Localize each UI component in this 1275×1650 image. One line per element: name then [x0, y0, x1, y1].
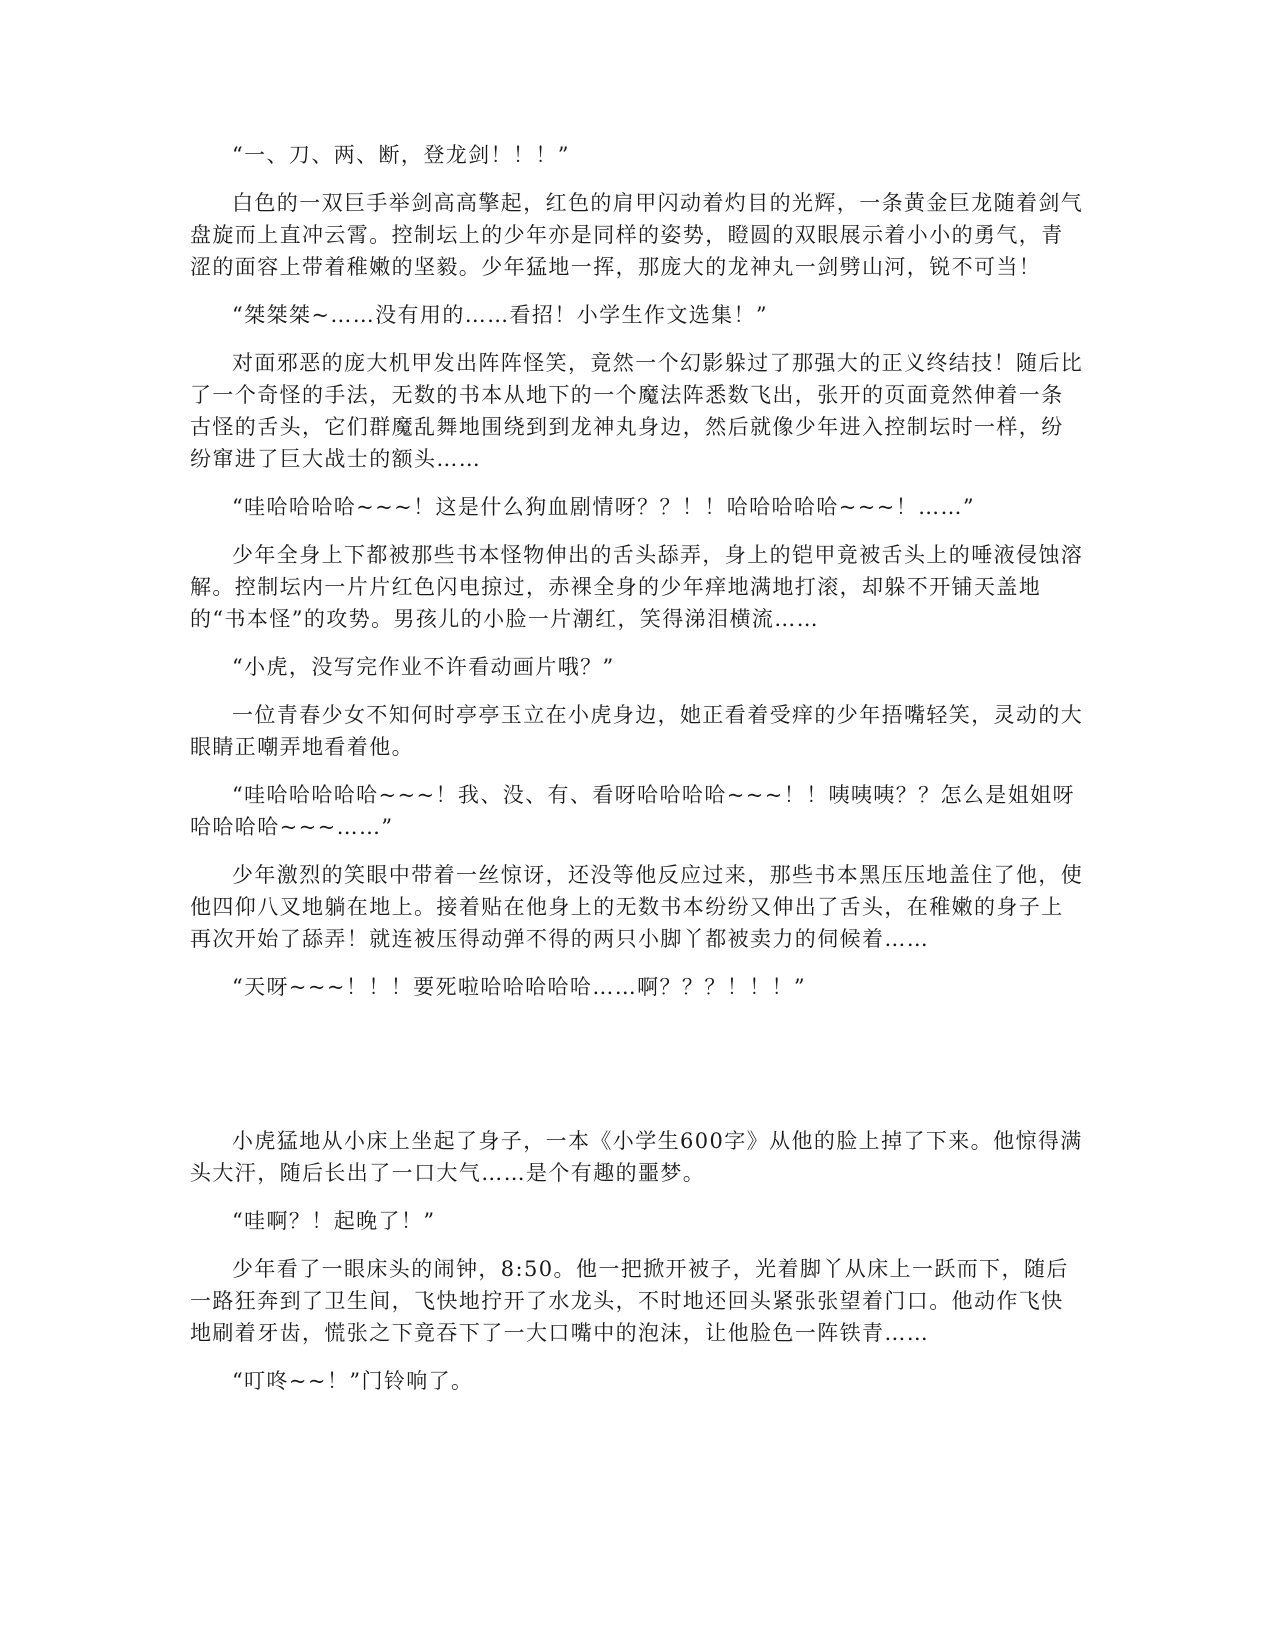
narration-paragraph: 白色的一双巨手举剑高高擎起，红色的肩甲闪动着灼目的光辉，一条黄金巨龙随着剑气盘旋而上直冲云霄。控制坛上的少年亦是同样的姿势，瞪圆的双眼展示着小小的勇气，青涩的面容上带着稚嫩的坚毅。少年猛地一挥，那庞大的龙神丸一剑劈山河，锐不可当！ [190, 191, 1084, 279]
section-dream [190, 139, 1085, 1003]
narration-paragraph: 对面邪恶的庞大机甲发出阵阵怪笑，竟然一个幻影躲过了那强大的正义终结技！随后比了一个奇怪的手法，无数的书本从地下的一个魔法阵悉数飞出，张开的页面竟然伸着一条古怪的舌头，它们群魔乱舞地围绕到到龙神丸身边，然后就像少年进入控制坛时一样，纷纷窜进了巨大战士的额头…… [190, 351, 1084, 471]
dialogue-line: “小虎，没写完作业不许看动画片哦？” [232, 655, 615, 679]
dialogue-line: “天呀~~~！！！要死啦哈哈哈哈哈……啊？？？！！！” [232, 975, 807, 999]
dialogue-line: “哇啊？！起晚了！” [232, 1209, 436, 1233]
dialogue-line: “哇哈哈哈哈~~~！这是什么狗血剧情呀？？！！哈哈哈哈哈~~~！……” [232, 495, 976, 519]
section-waking [190, 1125, 1085, 1397]
narration-paragraph: 一位青春少女不知何时亭亭玉立在小虎身边，她正看着受痒的少年捂嘴轻笑，灵动的大眼睛正嘲弄地看着他。 [190, 703, 1084, 759]
dialogue-line: “哇哈哈哈哈哈~~~！我、没、有、看呀哈哈哈哈~~~！！咦咦咦？？怎么是姐姐呀哈哈哈哈~~~……” [190, 783, 1075, 839]
narration-paragraph: 少年全身上下都被那些书本怪物伸出的舌头舔弄，身上的铠甲竟被舌头上的唾液侵蚀溶解。控制坛内一片片红色闪电掠过，赤裸全身的少年痒地满地打滚，却躲不开铺天盖地的“书本怪”的攻势。男孩儿的小脸一片潮红，笑得涕泪横流…… [190, 543, 1084, 631]
narration-paragraph: 少年激烈的笑眼中带着一丝惊讶，还没等他反应过来，那些书本黑压压地盖住了他，使他四仰八叉地躺在地上。接着贴在他身上的无数书本纷纷又伸出了舌头，在稚嫩的身子上再次开始了舔弄！就连被压得动弹不得的两只小脚丫都被卖力的伺候着…… [190, 863, 1084, 951]
narration-paragraph: 小虎猛地从小床上坐起了身子，一本《小学生600字》从他的脸上掉了下来。他惊得满头大汗，随后长出了一口大气……是个有趣的噩梦。 [190, 1129, 1083, 1185]
dialogue-line: “桀桀桀~……没有用的……看招！小学生作文选集！” [232, 303, 769, 327]
dialogue-line: “一、刀、两、断，登龙剑！！！” [232, 143, 570, 167]
dialogue-line: “叮咚~~！”门铃响了。 [232, 1369, 474, 1393]
narration-paragraph: 少年看了一眼床头的闹钟，8:50。他一把掀开被子，光着脚丫从床上一跃而下，随后一路狂奔到了卫生间，飞快地拧开了水龙头，不时地还回头紧张张望着门口。他动作飞快地刷着牙齿，慌张之下竟吞下了一大口嘴中的泡沫，让他脸色一阵铁青…… [190, 1257, 1069, 1345]
